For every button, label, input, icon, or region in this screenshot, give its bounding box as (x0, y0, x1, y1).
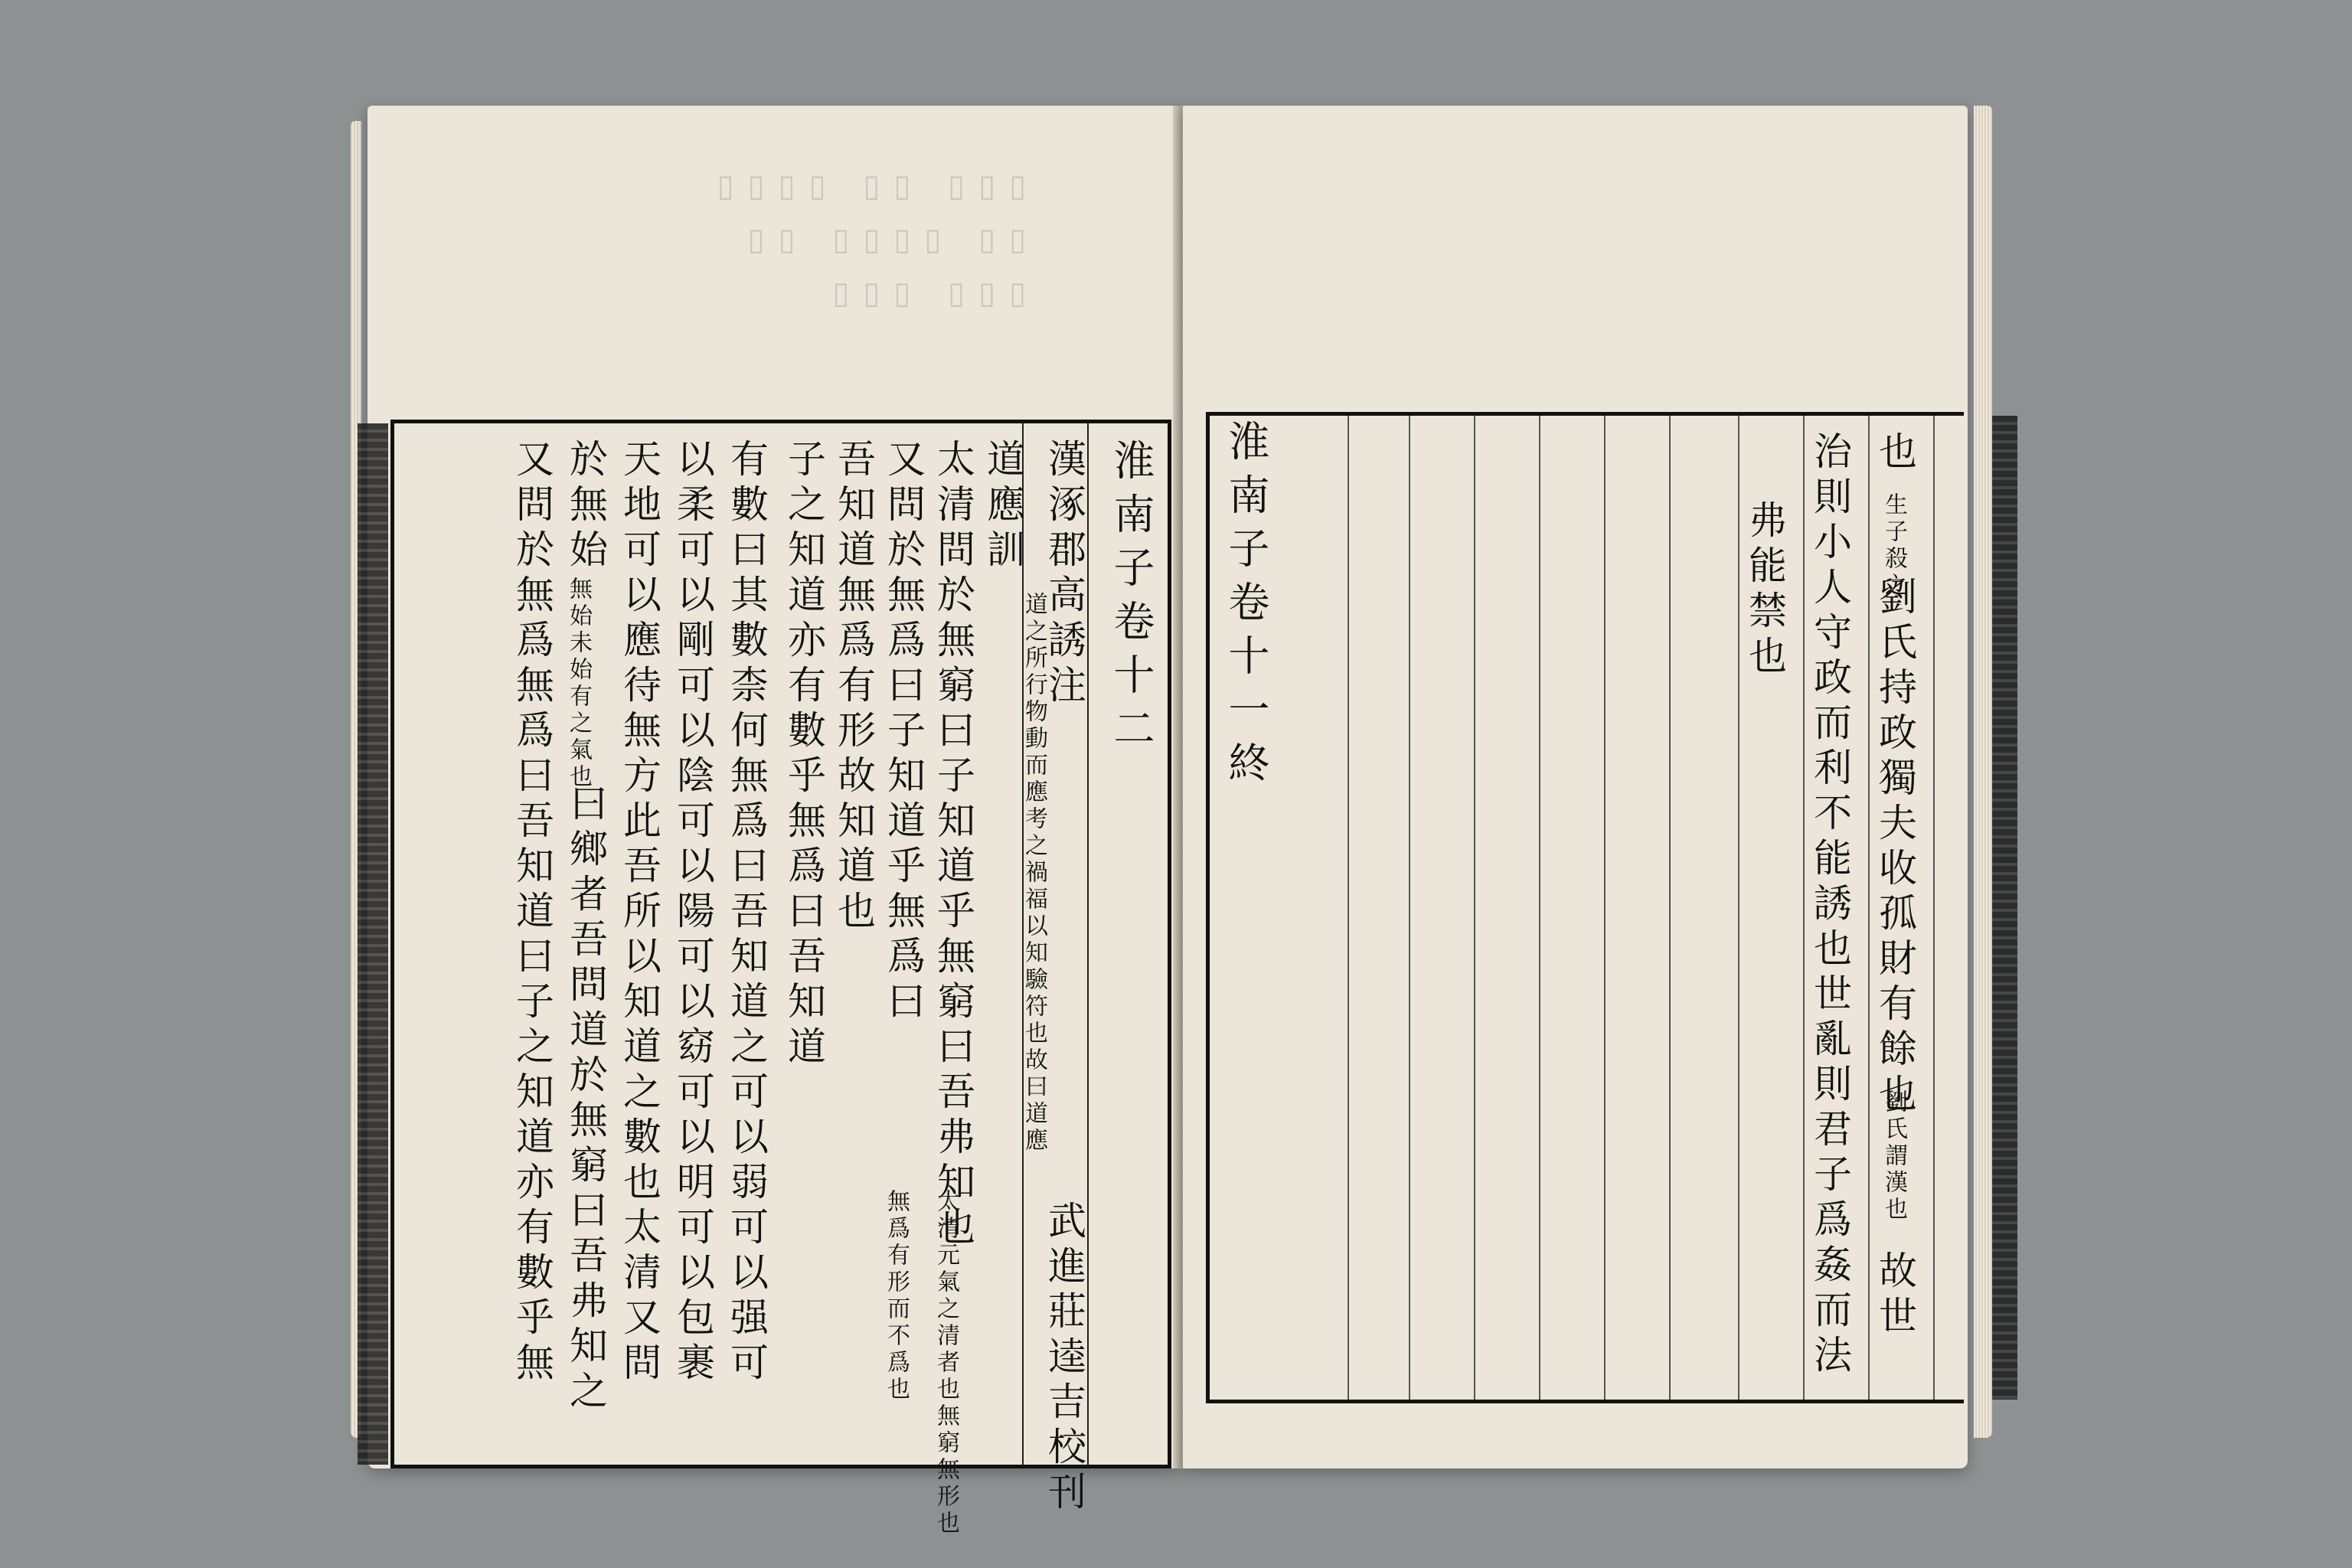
text-column: 天地可以應待無方此吾所以知道之數也太清又問 (617, 439, 662, 1387)
right-print-block (1206, 412, 1964, 1403)
column-rule (1738, 416, 1740, 1400)
left-spine-ink (358, 423, 388, 1465)
column-rule (1409, 416, 1410, 1400)
commentary-column: 劉氏謂漢也 (1880, 1089, 1907, 1223)
text-column: 太清問於無窮曰子知道乎無窮曰吾弗知也 (931, 439, 975, 1252)
commentary-column: 無爲有形而不爲也 (883, 1189, 910, 1403)
text-column: 有數曰其數柰何無爲曰吾知道之可以弱可以强可 (724, 439, 769, 1387)
column-rule (1474, 416, 1475, 1400)
editor-line: 武進莊逵吉校刊 (1042, 1200, 1086, 1517)
open-book (360, 90, 1975, 1537)
column-rule (1539, 416, 1540, 1400)
commentary-column: 無始未始有之氣也 (565, 577, 592, 791)
right-page-edges (1974, 106, 1992, 1438)
show-through-text: ▯▯▯ ▯▯ ▯▯▯▯ ▯▯ ▯▯▯▯ ▯▯ ▯▯▯ ▯▯▯ (703, 168, 1026, 311)
text-column: 道應訓 (981, 439, 1025, 574)
text-column: 治則小人守政而利不能誘也世亂則君子爲姦而法 (1808, 431, 1852, 1380)
text-column: 故世 (1873, 1250, 1917, 1341)
column-rule (1803, 416, 1805, 1400)
left-print-block (390, 420, 1171, 1537)
text-column: 曰鄉者吾問道於無窮曰吾弗知之 (564, 783, 608, 1416)
chapter-title: 淮南子卷十二 (1107, 439, 1155, 760)
column-rule (1868, 416, 1870, 1400)
text-column: 子之知道亦有數乎無爲曰吾知道 (782, 439, 826, 1071)
right-page (1183, 106, 1968, 1468)
column-rule (1933, 416, 1935, 1400)
text-column: 以柔可以剛可以陰可以陽可以窈可以明可以包裹 (671, 439, 715, 1387)
commentary-column: 生子殺之 (1880, 492, 1907, 599)
text-column: 吾知道無爲有形故知道也 (831, 439, 876, 936)
text-column: 也 (1873, 431, 1917, 476)
chapter-end-marker: 淮南子卷十一終 (1222, 420, 1270, 795)
column-rule (1348, 416, 1349, 1400)
commentary-column: 太清元氣之清者也無窮無形也 (933, 1189, 959, 1537)
text-column: 弗能禁也 (1743, 500, 1787, 681)
text-column: 又問於無爲曰子知道乎無爲曰 (881, 439, 926, 1026)
left-page (368, 106, 1179, 1537)
text-column: 又問於無爲無爲曰吾知道曰子之知道亦有數乎無 (510, 439, 554, 1387)
column-rule (1604, 416, 1606, 1400)
commentary-column: 道之所行物動而應考之禍福以知驗符也故曰道應 (1021, 592, 1047, 1155)
column-rule (1087, 423, 1089, 1465)
column-rule (1669, 416, 1671, 1400)
text-column: 劉氏持政獨夫收孤財有餘也 (1873, 577, 1917, 1119)
text-column: 於無始 (564, 439, 608, 574)
annotator-line: 漢涿郡高誘注 (1042, 439, 1086, 710)
